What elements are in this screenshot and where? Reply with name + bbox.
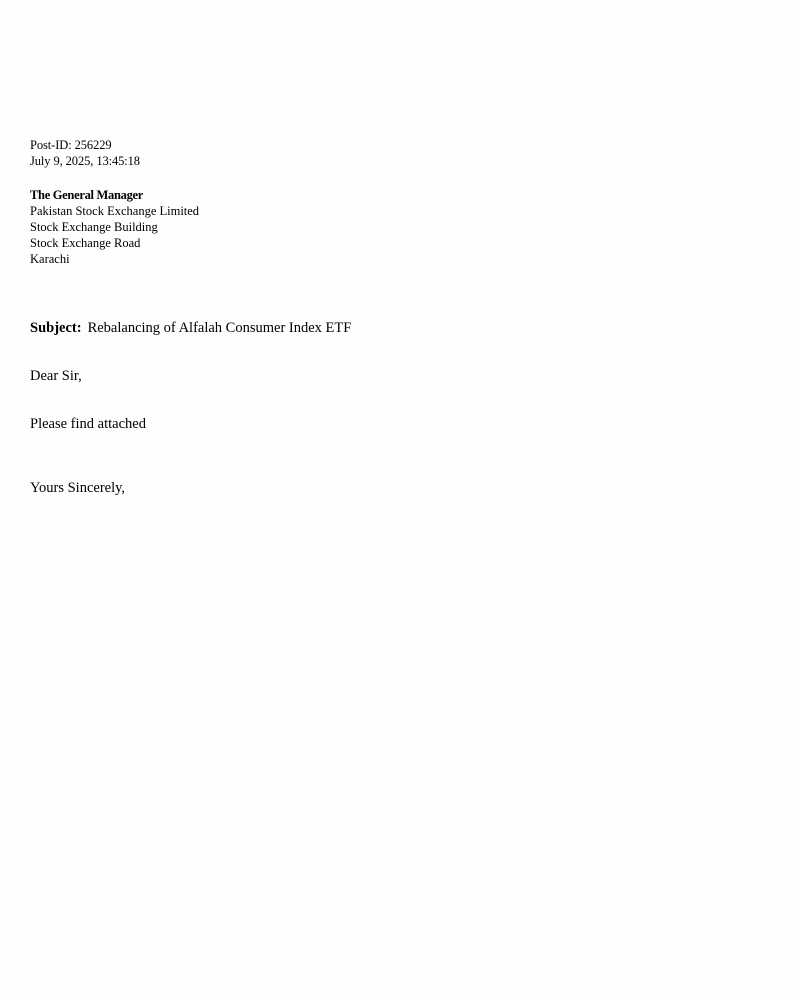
letter xyxy=(30,137,770,497)
letter-header xyxy=(30,137,770,169)
recipient-city: Karachi xyxy=(30,252,70,266)
body-text: Please find attached xyxy=(30,416,146,432)
salutation: Dear Sir, xyxy=(30,368,82,384)
recipient-block xyxy=(30,187,770,267)
post-datetime: July 9, 2025, 13:45:18 xyxy=(30,154,140,168)
recipient-address-line-2: Stock Exchange Road xyxy=(30,236,141,250)
subject-line xyxy=(30,319,770,337)
recipient-address-line-1: Stock Exchange Building xyxy=(30,220,158,234)
subject-text: Rebalancing of Alfalah Consumer Index ETF xyxy=(87,320,352,336)
closing: Yours Sincerely, xyxy=(30,480,126,496)
recipient-name: The General Manager xyxy=(30,188,144,202)
subject-label: Subject: xyxy=(30,320,82,336)
recipient-organization: Pakistan Stock Exchange Limited xyxy=(30,204,200,218)
post-id: Post-ID: 256229 xyxy=(30,138,112,152)
